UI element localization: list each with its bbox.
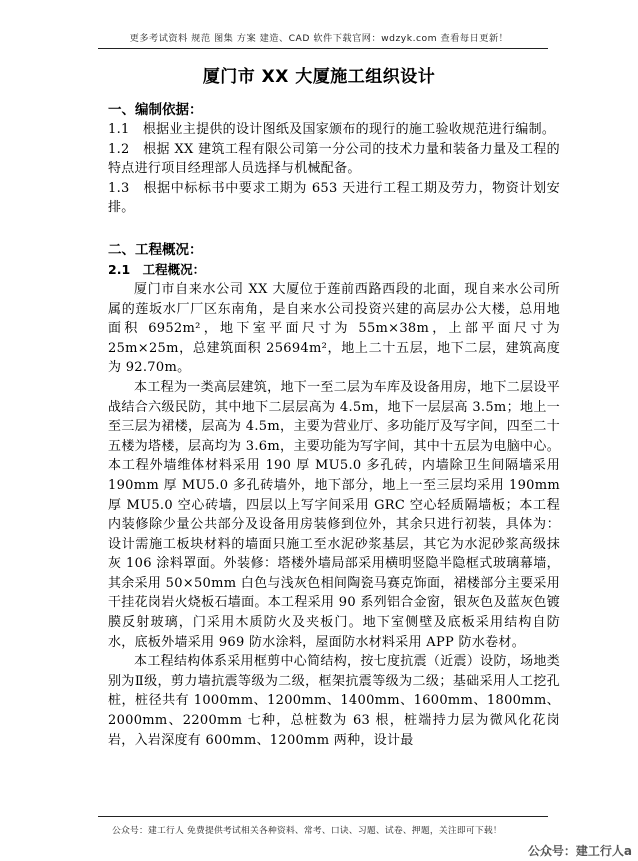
section-heading-overview: 二、工程概况：	[108, 241, 203, 258]
watermark-text: 公众号：建工行人a	[527, 844, 632, 858]
overview-paragraph-1: 厦门市自来水公司 XX 大厦位于莲前西路西段的北面，现自来水公司所属的莲坂水厂厂区东南角，是自来水公司投资兴建的高层办公大楼，总用地面积 6952m²，地下室平面尺寸为 55m×38m，上部平面尺寸为 25m×25m，总建筑面积 25694m²，地上二十五层，地下二层，建筑高度为 92.70m。	[108, 281, 560, 376]
overview-paragraph-3: 本工程结构体系采用框剪中心简结构，按七度抗震（近震）设防，场地类别为Ⅱ级，剪力墙抗震等级为二级，框架抗震等级为二级；基础采用人工挖孔桩，桩径共有 1000mm、1200mm、1400mm、1600mm、1800mm、2000mm、2200mm 七种，总桩数为 63 根，桩端持力层为微风化花岗岩，入岩深度有 600mm、1200mm 两种，设计最	[108, 654, 560, 748]
header-note: 更多考试资料 规范 图集 方案 建造、CAD 软件下载官网：wdzyk.com 查看每日更新！	[129, 33, 509, 44]
overview-paragraph-2: 本工程为一类高层建筑，地下一至二层为车库及设备用房，地下二层设平战结合六级民防，其中地下二层层高为 4.5m，地下一层层高 3.5m；地上一至三层为裙楼，层高为 4.5m，主要为营业厅、多功能厅及写字间，四至二十五楼为塔楼，层高均为 3.6m，主要功能为写字间，其中十五层为电脑中心。本工程外墙维体材料采用 190 厚 MU5.0 多孔砖，内墙除卫生间隔墙采用 190mm 厚 MU5.0 多孔砖墙外，地下部分，地上一至三层均采用 190mm 厚 MU5.0 空心砖墙，四层以上写字间采用 GRC 空心轻质隔墙板；本工程内装修除少量公共部分及设备用房装修到位外，其余只进行初装，具体为：设计需施工板块材料的墙面只施工至水泥砂浆基层，其它为水泥砂浆高级抹灰 106 涂料罩面。外装修：塔楼外墙局部采用横明竖隐半隐框式玻璃幕墙，其余采用 50×50mm 白色与浅灰色相间陶瓷马赛克饰面，裙楼部分主要采用干挂花岗岩火烧板石墙面。本工程采用 90 系列铝合金窗，银灰色及蓝灰色镀膜反射玻璃，门采用木质防火及夹板门。地下室侧壁及底板采用结构自防水，底板外墙采用 969 防水涂料，屋面防水材料采用 APP 防水卷材。	[108, 379, 560, 650]
section-heading-basis: 一、编制依据：	[108, 102, 203, 118]
footer-divider	[98, 816, 548, 817]
subsection-heading-overview: 2.1 工程概况：	[108, 261, 206, 277]
section-gap	[108, 218, 560, 240]
header-divider	[98, 48, 548, 49]
footer-note: 公众号：建工行人 免费提供考试相关各种资料、常考、口诀、习题、试卷、押题，关注即可下载！	[112, 826, 502, 836]
basis-item-3: 1.3 根据中标标书中要求工期为 653 天进行工程工期及劳力，物资计划安排。	[108, 180, 560, 216]
document-body	[108, 100, 560, 750]
basis-item-1: 1.1 根据业主提供的设计图纸及国家颁布的现行的施工验收规范进行编制。	[108, 122, 556, 137]
basis-item-2: 1.2 根据 XX 建筑工程有限公司第一分公司的技术力量和装备力量及工程的特点进行项目经理部人员选择与机械配备。	[108, 141, 560, 177]
document-title: 厦门市 XX 大厦施工组织设计	[202, 67, 436, 87]
